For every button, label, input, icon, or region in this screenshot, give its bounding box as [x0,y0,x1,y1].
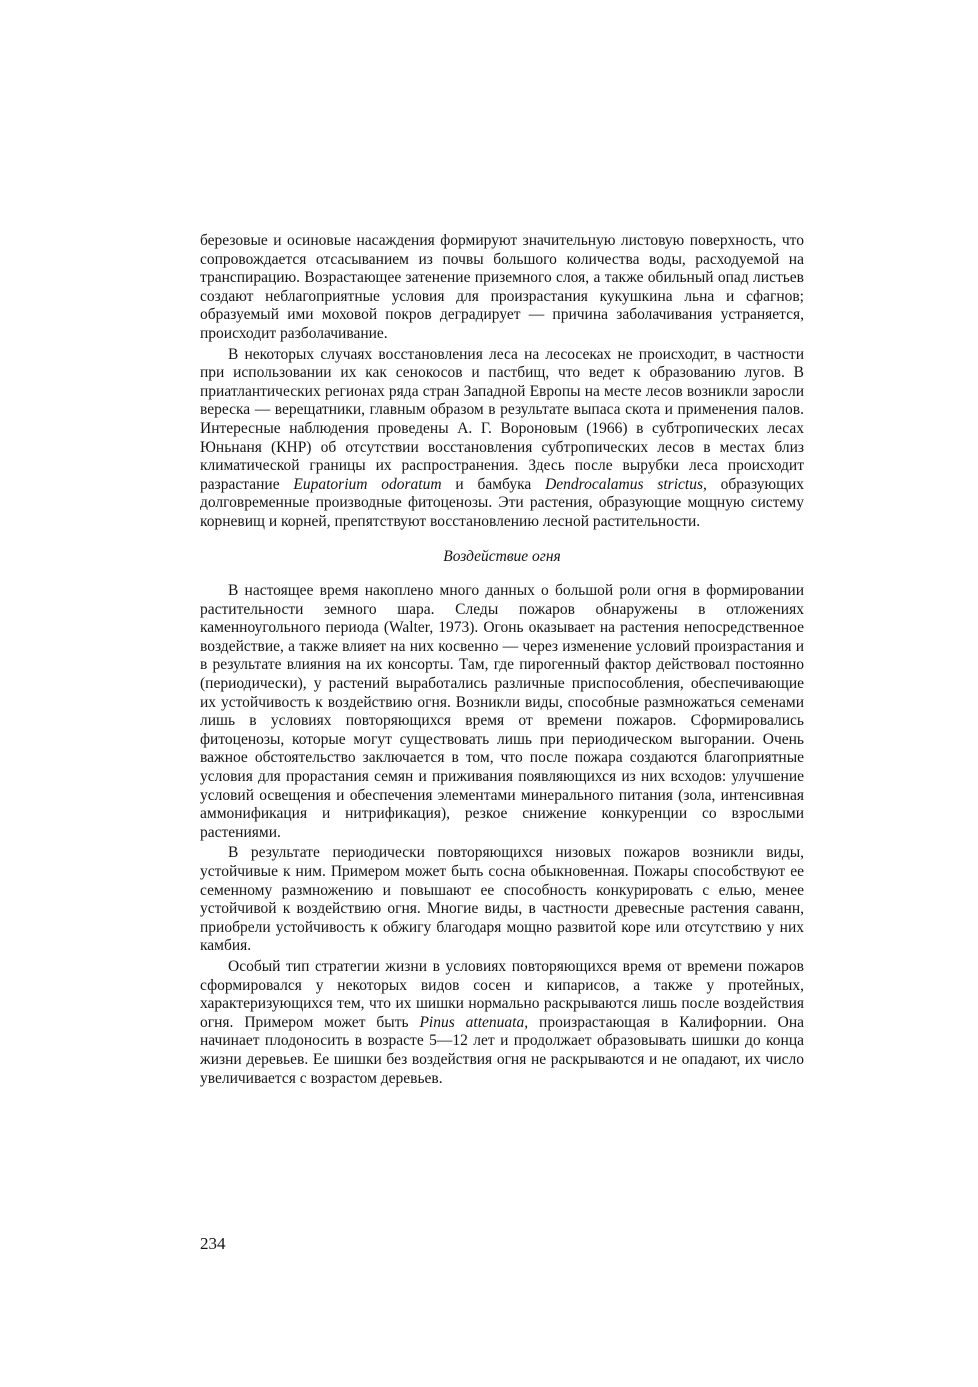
page-body [200,232,804,1088]
paragraph-lesoseki [200,346,804,532]
paragraph-text: произрастающая в Калифорнии. Она начинает плодоносить в возрасте 5—12 лет и продолжает образовывать шишки до конца жизни деревьев. Ее шишки без воздействия огня не раскрываются и не опадают, их число увеличивается с возрастом деревьев. [200,1013,805,1087]
paragraph-fire-role [200,582,804,842]
paragraph-text: В результате периодически повторяющихся низовых пожаров возникли виды, устойчивые к ним. Примером может быть сосна обыкновенная. Пожары способствуют ее семенному размножению и повышают ее способность конкурировать с елью, менее устойчивой к воздействию огня. Многие виды, в частности древесные растения саванн, приобрели устойчивость к обжигу благодаря мощно развитой коре или отсутствию у них камбия. [200,844,804,955]
paragraph-text: В некоторых случаях восстановления леса на лесосеках не происходит, в частности при использовании их как сенокосов и пастбищ, что ведет к образованию лугов. В приатлантических регионах ряда стран Западной Европы на месте лесов возникли заросли вереска — верещатники, главным образом в результате выпаса скота и применения палов. Интересные наблюдения проведены А. Г. Вороновым (1966) в субтропических лесах Юньнаня (КНР) об отсутствии восстановления субтропических лесов в местах близ климатической границы их распространения. Здесь после вырубки леса происходит разрастание [200,345,804,493]
species-name: Pinus attenuata, [419,1013,529,1031]
paragraph-text: Особый тип стратегии жизни в условиях повторяющихся время от времени пожаров сформировался у некоторых видов сосен и кипарисов, а также у протейных, характеризующихся тем, что их шишки нормально раскрываются лишь после воздействия огня. Примером может быть [200,957,804,1031]
paragraph-text: образующих долговременные производные фитоценозы. Эти растения, образующие мощную систему корневищ и корней, препятствуют восстановлению лесной растительности. [200,475,805,530]
paragraph-serotiny [200,958,804,1088]
paragraph-fire-resistance [200,844,804,956]
paragraph-text: В настоящее время накоплено много данных о большой роли огня в формировании растительности земного шара. Следы пожаров обнаружены в отложениях каменноугольного периода (Walter, 1973). Огонь оказывает на растения непосредственное воздействие, а также влияет на них косвенно — через изменение условий произрастания и в результате влияния на их консорты. Там, где пирогенный фактор действовал постоянно (периодически), у растений выработались различные приспособления, обеспечивающие их устойчивость к воздействию огня. Возникли виды, способные размножаться семенами лишь в условиях повторяющихся время от времени пожаров. Сформировались фитоценозы, которые могут существовать лишь при периодическом выгорании. Очень важное обстоятельство заключается в том, что после пожара создаются благоприятные условия для прорастания семян и приживания появляющихся из них всходов: улучшение условий освещения и обеспечения элементами минерального питания (зола, интенсивная аммонификация и нитрификация), резкое снижение конкуренции со взрослыми растениями. [200,582,804,841]
section-heading: Воздействие огня [443,547,561,565]
species-name: Eupatorium odoratum [293,475,442,493]
page-number: 234 [200,1234,226,1253]
paragraph-text: и бамбука [455,475,532,493]
paragraph-continuation [200,232,804,344]
species-name: Dendrocalamus strictus, [545,475,707,493]
paragraph-text: березовые и осиновые насаждения формируют значительную листовую поверхность, что сопровождается отсасыванием из почвы большого количества воды, расходуемой на транспирацию. Возрастающее затенение приземного слоя, а также обильный опад листьев создают неблагоприятные условия для произрастания кукушкина льна и сфагнов; образуемый ими моховой покров деградирует — причина заболачивания устраняется, происходит разболачивание. [200,232,804,342]
